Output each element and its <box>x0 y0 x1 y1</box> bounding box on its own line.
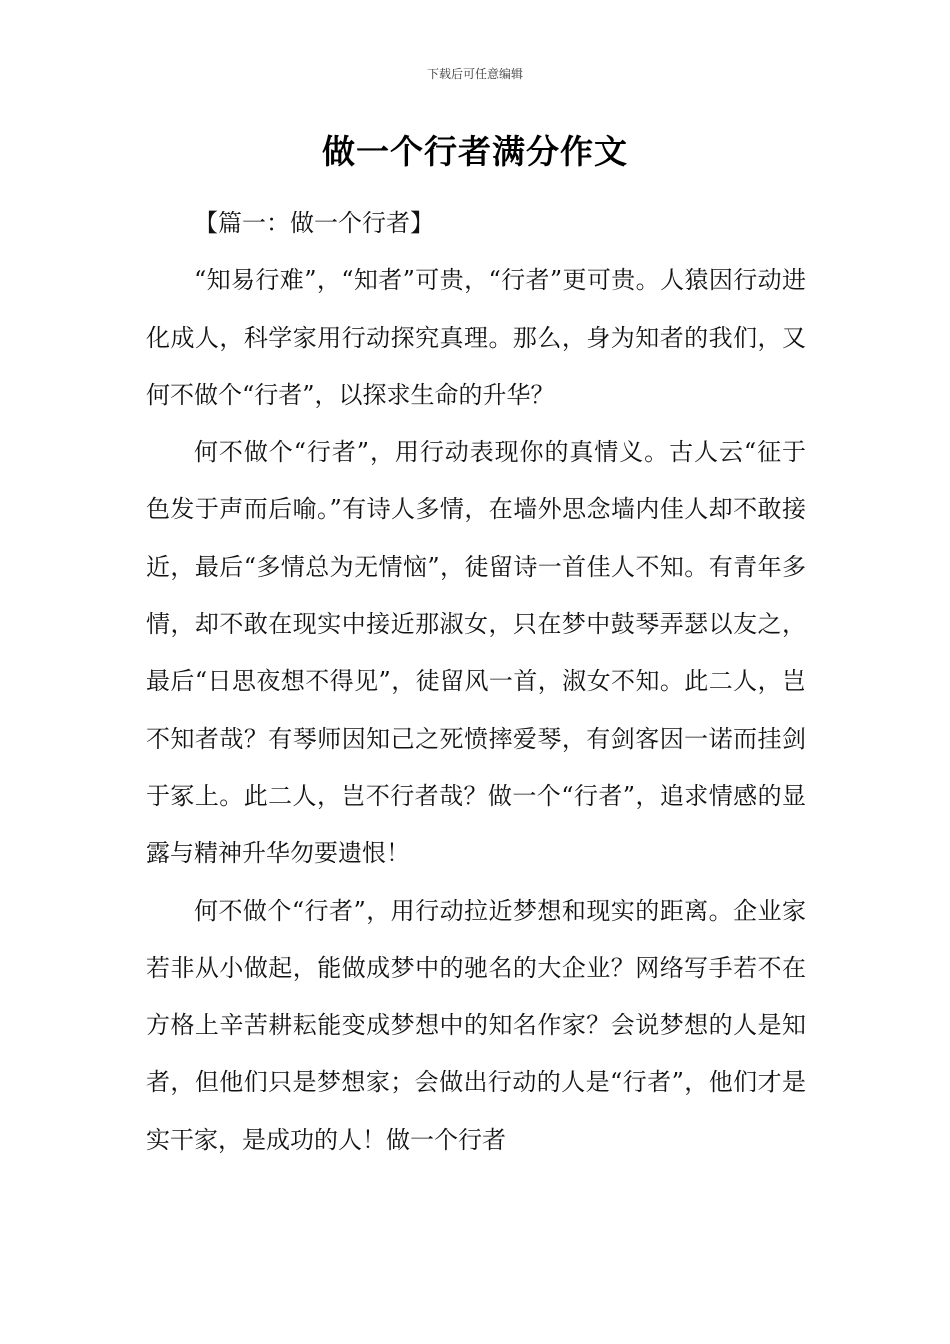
paragraph-3: 何不做个“行者”，用行动拉近梦想和现实的距离。企业家若非从小做起，能做成梦中的驰名的大企业？网络写手若不在方格上辛苦耕耘能变成梦想中的知名作家？会说梦想的人是知者，但他们只是梦想家；会做出行动的人是“行者”，他们才是实干家，是成功的人！做一个行者 <box>146 896 806 1154</box>
header-note: 下载后可任意编辑 <box>426 67 523 81</box>
paragraph-2: 何不做个“行者”，用行动表现你的真情义。古人云“征于色发于声而后喻。”有诗人多情，在墙外思念墙内佳人却不敢接近，最后“多情总为无情恼”，徒留诗一首佳人不知。有青年多情，却不敢在现实中接近那淑女，只在梦中鼓琴弄瑟以友之，最后“日思夜想不得见”，徒留风一首，淑女不知。此二人，岂不知者哉？有琴师因知己之死愤摔爱琴，有剑客因一诺而挂剑于冢上。此二人，岂不行者哉？做一个“行者”，追求情感的显露与精神升华勿要遗恨！ <box>146 438 806 868</box>
document-title: 做一个行者满分作文 <box>322 132 628 171</box>
paragraph-1: “知易行难”，“知者”可贵，“行者”更可贵。人猿因行动进化成人，科学家用行动探究真理。那么，身为知者的我们，又何不做个“行者”，以探求生命的升华？ <box>146 266 806 409</box>
document-body <box>146 195 806 1169</box>
section-heading: 【篇一：做一个行者】 <box>194 209 434 237</box>
